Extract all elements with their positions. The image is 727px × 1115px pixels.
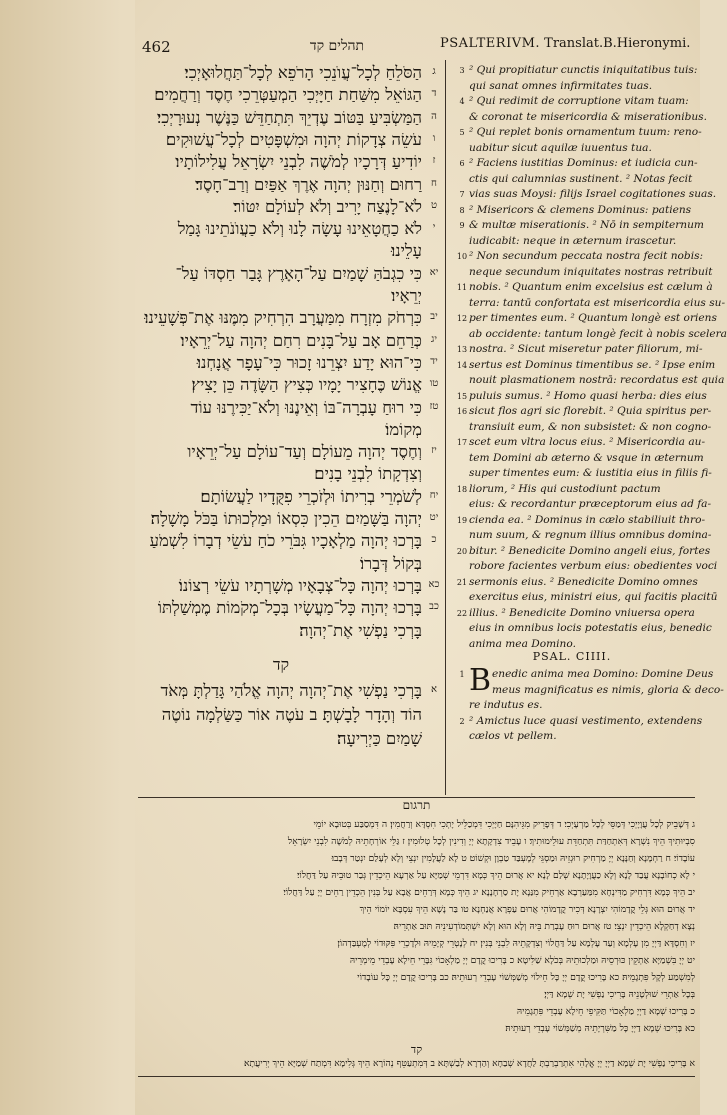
targum-line: יט יְיָ בִּשְׁמַיָּא אַתְקֵין כּוּרְסֵיהּ וּמַלְכוּתֵיהּ בְּכֹלָא שַׁלִּיטָא׃ כ בָּרִיכוּ קֳדָם יְיָ מַלְאָכוֹי גִּבָּרֵי חֵילָא עָבְדֵי מֵימְרֵיהּ xyxy=(349,955,695,966)
latin-verse-line: neque secundum iniquitates nostras retribuit xyxy=(469,265,713,278)
latin-verse-number: 2 xyxy=(459,716,465,726)
hebrew-verse-number: כב xyxy=(429,601,439,613)
latin-verse-line: & coronat te misericordia & miserationibus. xyxy=(469,110,707,123)
latin-verse-number: 4 xyxy=(459,97,465,106)
latin-verse-line: scet eum vltra locus eius. ² Misericordia au- xyxy=(469,436,706,448)
latin-verse-number: 12 xyxy=(456,314,468,323)
hebrew-verse-line: כִּרְחֹק מִזְרָח מִמַּעֲרָב הִרְחִיק מִמֶּנּוּ אֶת־פְּשָׁעֵינוּ׃ xyxy=(144,308,422,328)
hebrew-verse-number: א xyxy=(430,684,437,695)
latin-verse-number: 9 xyxy=(459,221,465,230)
latin-verse-line: cienda ea. ² Dominus in cælo stabiliuit thro- xyxy=(469,513,706,526)
targum-psalm-104-title: קד xyxy=(410,1043,423,1056)
latin-verse-number: 10 xyxy=(456,252,468,261)
targum-line: י לָא כְחוֹבָנָא עֲבַד לָנָא וְלָא כַעֲוָיָתָנָא שְׁלַם לָנָא׃ יא אֲרוּם הֵיךְ כְּמָא דִּרְמֵי שְׁמַיָּא עַל אַרְעָא הֵיכְדֵין גְּבַר טוּבֵיהּ עַל דַּחֲלוֹי׃ xyxy=(297,870,695,881)
hebrew-verse-line: אֱנוֹשׁ כֶּחָצִיר יָמָיו כְּצִיץ הַשָּׂדֶה כֵּן יָצִיץ׃ xyxy=(191,375,422,395)
latin-verse-line: eius in omnibus locis potestatis eius, benedic xyxy=(469,622,712,634)
latin-verse-line: ² Faciens iustitias Dominus: et iudicia cun- xyxy=(469,157,698,169)
hebrew-verse-number: ט xyxy=(430,199,438,211)
latin-verse-number: 18 xyxy=(456,484,468,494)
latin-verse-number: 14 xyxy=(456,360,468,370)
latin-verse-number: 1 xyxy=(459,670,465,679)
page-margin xyxy=(0,0,135,1115)
targum-psalm-104-line: א בָּרִיכִי נַפְשִׁי יָת שְׁמָא דַיְיָ יְיָ אֱלָהִי אִתְרַבְרַבְתָּ לַחֲדָא שְׁבַחָא וְהַדְרָא לְבַשְׁתָּא׃ ב דְּמִתְעַטֵּף נְהוֹרָא הֵיךְ גְּלִימָא דִּמְתַח שְׁמַיָּא הֵיךְ יְרִיעֲתָא׃ xyxy=(243,1058,695,1069)
hebrew-verse-line: כִּי־הוּא יָדַע יִצְרֵנוּ זָכוּר כִּי־עָפָר אֲנָחְנוּ׃ xyxy=(196,352,422,372)
hebrew-verse-line: רַחוּם וְחַנּוּן יְהוָה אֶרֶךְ אַפַּיִם וְרַב־חָסֶד׃ xyxy=(195,174,422,194)
targum-line: לְמִשְׁמַע לְקָל פִּתְגָמֵיהּ׃ כא בָּרִיכוּ קֳדָם יְיָ כָּל חֵילוֹי מְשַׁמְּשׁוֹי עָבְדֵי רְעוּתֵיהּ׃ כב בָּרִיכוּ קֳדָם יְיָ כָּל עוֹבָדוֹי xyxy=(357,972,695,983)
latin-running-head xyxy=(440,36,690,51)
targum-title: תרגום xyxy=(402,798,431,812)
latin-verse-line: tem Domini ab æterno & vsque in æternum xyxy=(469,451,704,464)
hebrew-verse-number: יג xyxy=(431,333,437,345)
latin-verse-line: anima mea Domino. xyxy=(469,637,576,650)
hebrew-verse-number: יב xyxy=(430,311,438,323)
latin-verse-number: 22 xyxy=(456,608,468,618)
hebrew-verse-number: טו xyxy=(429,378,439,390)
latin-verse-number: 13 xyxy=(456,345,468,354)
hebrew-verse-number: ח xyxy=(431,177,437,189)
latin-verse-line: terra: tantū confortata est misericordia eius su- xyxy=(469,296,726,309)
targum-line: בְּכָל אַתְרֵי שׁוּלְטָנֵיהּ בָּרִיכִי נַפְשִׁי יָת שְׁמָא דַּיְיָ׃ xyxy=(544,989,695,1000)
latin-psalm-title: PSAL. CIIII. xyxy=(532,650,612,663)
hebrew-verse-line: הַסֹּלֵחַ לְכָל־עֲוֺנֵכִי הָרֹפֵא לְכָל־תַּחֲלוּאָיְכִי׃ xyxy=(184,63,422,82)
hebrew-verse-number: ו xyxy=(432,132,436,144)
hebrew-verse-line: כִּי רוּחַ עָבְרָה־בּוֹ וְאֵינֶנּוּ וְלֹא־יַכִּירֶנּוּ עוֹד xyxy=(190,397,422,417)
latin-verse-line: puluis sumus. ² Homo quasi herba: dies eius xyxy=(469,389,707,402)
hebrew-running-head: תהלים קד xyxy=(309,38,365,54)
hebrew-psalm-104-line: שָׁמַיִם כַּיְרִיעָה׃ xyxy=(337,729,422,748)
targum-text xyxy=(138,818,695,1044)
latin-psalm-104-line: ² Amictus luce quasi vestimento, extendens xyxy=(469,714,703,727)
hebrew-verse-number: כ xyxy=(431,534,437,546)
hebrew-verse-line: יוֹדִיעַ דְּרָכָיו לְמֹשֶׁה לִבְנֵי יִשְׂרָאֵל עֲלִילוֹתָיו׃ xyxy=(175,152,422,172)
hebrew-verse-line: בְּקוֹל דְּבָרוֹ׃ xyxy=(359,553,422,573)
latin-verse-line: sertus est Dominus timentibus se. ² Ipse enim xyxy=(469,358,716,371)
latin-verse-number: 11 xyxy=(456,283,468,292)
hebrew-verse-line: בָּרְכוּ יְהוָה כָּל־צְבָאָיו מְשָׁרְתָיו עֹשֵׂי רְצוֹנוֹ׃ xyxy=(178,575,422,595)
hebrew-verse-number: ד xyxy=(431,88,437,100)
latin-verse-line: ab occidente: tantum longè fecit à nobis scelera xyxy=(469,327,727,340)
latin-verse-number: 7 xyxy=(459,190,465,199)
latin-verse-line: ² Qui propitiatur cunctis iniquitatibus tuis: xyxy=(469,64,698,76)
hebrew-psalm-104-line: בָּרְכִי נַפְשִׁי אֶת־יְהוָה יְהוָה אֱלֹהַי גָּדַלְתָּ מְּאֹד xyxy=(160,681,422,700)
hebrew-verse-number: י xyxy=(432,222,436,234)
hebrew-verse-line: הַמַּשְׂבִּיעַ בַּטּוֹב עֶדְיֵךְ תִּתְחַדֵּשׁ כַּנֶּשֶׁר נְעוּרָיְכִי׃ xyxy=(156,107,422,127)
latin-verse-number: 15 xyxy=(456,391,468,401)
latin-verse-line: exercitus eius, ministri eius, qui facitis placitū xyxy=(469,591,718,603)
latin-verse-line: qui sanat omnes infirmitates tuas. xyxy=(469,79,653,92)
hebrew-verse-line: בָּרְכִי נַפְשִׁי אֶת־יְהוָה׃ xyxy=(299,620,422,640)
latin-verse-line: nobis. ² Quantum enim excelsius est cælum à xyxy=(469,281,713,293)
hebrew-psalm-104-line: הוֹד וְהָדָר לָבָשְׁתָּ׃ ב עֹטֶה אוֹר כַּשַּׂלְמָה נוֹטֶה xyxy=(161,705,422,724)
latin-psalm-104-line: re indutus es. xyxy=(469,699,543,711)
page-number: 462 xyxy=(142,38,171,56)
latin-psalm-104-line: meus magnificatus es nimis, gloria & deco- xyxy=(492,683,724,696)
hebrew-verse-number: ז xyxy=(432,155,436,167)
latin-verse-line: uabitur sicut aquilæ iuuentus tua. xyxy=(469,141,652,154)
latin-verse-line: sermonis eius. ² Benedicite Domino omnes xyxy=(469,575,698,588)
latin-verse-number: 8 xyxy=(459,205,465,215)
latin-verse-line: ² Misericors & clemens Dominus: patiens xyxy=(469,203,692,216)
hebrew-verse-line: הַגּוֹאֵל מִשַּׁחַת חַיָּיְכִי הַמְעַטְּרֵכִי חֶסֶד וְרַחֲמִים׃ xyxy=(154,85,422,105)
hebrew-verse-number: יז xyxy=(431,445,437,457)
latin-verse-line: illius. ² Benedicite Domino vniuersa opera xyxy=(469,606,695,619)
latin-psalm-104-line: cælos vt pellem. xyxy=(469,730,557,742)
hebrew-verse-number: יא xyxy=(429,266,439,278)
latin-verse-line: sicut flos agri sic florebit. ² Quia spiritus per- xyxy=(469,405,712,417)
targum-line: סִבְיוּתִיךְ הֵיךְ נִשְׁרָא דְּאִתְחַדַּת תִּתְחַדֵּת עוּלֵימוּתִיךְ׃ ו עָבֵיד צִדְקָתָא יְיָ וְדִינִין לְכָל טְלוּמִין׃ ז גַּלֵּי אוֹרְחָתֵיהּ לְמֹשֶׁה לִבְנֵי יִשְׂרָאֵל xyxy=(287,836,695,847)
latin-verse-line: robore facientes verbum eius: obedientes voci xyxy=(469,560,718,572)
latin-verse-number: 19 xyxy=(456,515,468,525)
targum-line: ג דְּשָׁבֵיק לְכָל עֲוָיָיְכִי דְּמַסֵּי לְכָל מַרְעָיְכִי׃ ד דְּפָרֵיק מִגֵּיהִנָּם חַיָּיְכִי דִּמְכַלֵּיל יָתְכִי חִסְדָּא וְרַחֲמִין׃ ה דִּמְסַבַּע בְּטוּבָא יוֹמֵי xyxy=(313,819,695,830)
latin-verse-line: transiuit eum, & non subsistet: & non cogno- xyxy=(469,420,712,433)
hebrew-verse-number: טז xyxy=(429,400,439,412)
latin-dropcap: B xyxy=(469,663,492,698)
latin-verse-number: 17 xyxy=(456,438,468,447)
hebrew-verse-line: לְשֹׁמְרֵי בְרִיתוֹ וּלְזֹכְרֵי פִקֻּדָיו לַעֲשׂוֹתָם׃ xyxy=(200,486,422,506)
hebrew-verse-line: וְחֶסֶד יְהוָה מֵעוֹלָם וְעַד־עוֹלָם עַל־יְרֵאָיו xyxy=(187,442,422,462)
hebrew-verse-number: ה xyxy=(431,110,437,122)
latin-running-head-translation: Translat.B.Hieronymi. xyxy=(544,36,691,51)
latin-verse-line: bitur. ² Benedicite Domino angeli eius, fortes xyxy=(469,544,711,557)
targum-line: כ בָּרִיכוּ שְׁמָא דַיְיָ מַלְאָכוֹי תַּקִּיפֵי חֵילָא עָבְדֵי פִּתְגָמֵיהּ xyxy=(516,1006,695,1017)
hebrew-verse-number: כא xyxy=(428,578,440,590)
hebrew-verse-line: בָּרְכוּ יְהוָה כָּל־מַעֲשָׂיו בְּכָל־מְקֹמוֹת מֶמְשַׁלְתּוֹ xyxy=(157,598,422,618)
targum-line: יז וְחִסְדָּא דַּיְיָ מִן עָלְמָא וְעַד עָלְמָא עַל דַּחֲלוֹי וְצִדְקָתֵיהּ לִבְנֵי בְּנִין׃ יח לְנָטְרֵי קְיָמֵיהּ וּלְדָכְרֵי פִּקּוּדוֹי לְמֶעְבַּדְהוֹן׃ xyxy=(337,938,695,949)
hebrew-verse-line: יְהוָה בַּשָּׁמַיִם הֵכִין כִּסְאוֹ וּמַלְכוּתוֹ בַּכֹּל מָשָׁלָה׃ xyxy=(150,509,422,528)
latin-verse-line: ² Qui replet bonis ornamentum tuum: reno- xyxy=(469,126,702,138)
hebrew-verse-line: יְרֵאָיו׃ xyxy=(391,286,422,305)
latin-verse-number: 5 xyxy=(459,128,465,137)
latin-verse-line: & multæ miserationis. ² Nō in sempiternum xyxy=(469,219,704,231)
latin-verse-line: super timentes eum: & iustitia eius in filiis fi- xyxy=(469,467,712,479)
column-divider xyxy=(445,60,446,795)
hebrew-verse-line: לֹא־לָנֶצַח יָרִיב וְלֹא לְעוֹלָם יִטּוֹר׃ xyxy=(233,196,422,216)
targum-line: עוֹבָדוֹי׃ ח רַחְמָנָא וְחַנָּנָא יְיָ מַרְחִיק רוּגְזֵיהּ וּמַסְגֵּי לְמֶעְבַּד טַבְוָן וּקְשׁוֹט׃ ט לָא לַעֲלָמִין יִנְצֵי וְלָא לְעָלַם יִנְטַר דְּבָבוּ׃ xyxy=(331,853,695,864)
latin-verse-number: 21 xyxy=(456,577,468,587)
latin-verse-line: ctis qui calumnias sustinent. ² Notas fecit xyxy=(469,172,693,185)
latin-verse-line: per timentes eum. ² Quantum longè est oriens xyxy=(469,312,717,324)
hebrew-verse-line: עֹשֵׂה צְדָקוֹת יְהוָה וּמִשְׁפָּטִים לְכָל־עֲשׁוּקִים׃ xyxy=(165,129,422,149)
latin-verse-line: num suum, & regnum illius omnibus domina- xyxy=(469,529,712,541)
latin-verse-line: ² Non secundum peccata nostra fecit nobis: xyxy=(469,250,704,262)
hebrew-verse-line: כְּרַחֵם אָב עַל־בָּנִים רִחַם יְהוָה עַל־יְרֵאָיו׃ xyxy=(180,330,422,350)
hebrew-verse-line: מְקוֹמוֹ׃ xyxy=(385,419,422,439)
hebrew-text-column xyxy=(140,60,440,640)
targum-bottom-rule xyxy=(138,1076,695,1077)
latin-running-head-psalterium: PSALTERIVM. xyxy=(440,36,541,51)
latin-verse-line: nostra. ² Sicut miseretur pater filiorum, mi- xyxy=(469,343,703,355)
hebrew-verse-number: יח xyxy=(429,489,439,501)
latin-psalm-104-line: enedic anima mea Domino: Domine Deus xyxy=(492,668,714,680)
latin-verse-number: 20 xyxy=(456,546,468,556)
hebrew-verse-line: כִּי כִגְבֹהַּ שָׁמַיִם עַל־הָאָרֶץ גָּבַר חַסְדּוֹ עַל־ xyxy=(175,263,422,283)
latin-verse-line: iudicabit: neque in æternum irascetur. xyxy=(469,234,677,247)
latin-verse-line: vias suas Moysi: filijs Israel cogitationes suas. xyxy=(469,188,717,200)
latin-verse-line: nouit plasmationem nostrā: recordatus est quia xyxy=(469,374,725,386)
latin-verse-number: 16 xyxy=(456,407,468,416)
hebrew-psalm-104-title: קד xyxy=(272,655,290,674)
hebrew-verse-line: וְצִדְקָתוֹ לִבְנֵי בָנִים׃ xyxy=(314,464,422,484)
targum-line: יב הֵיךְ כְּמָא דִּרְחִיק מַדִּינְחָא מִמַּעַרְבָא אַרְחֵיק מִנַּנָא יָת סַרְחָנָנָא׃ יג הֵיךְ כְּמָא דְּרַחֵים אֲבָא עַל בְּנִין הֵכְדֵין רַחֵים יְיָ עַל דַּחֲלוֹי׃ xyxy=(283,887,695,898)
hebrew-verse-number: יד xyxy=(430,355,438,367)
latin-verse-line: eius: & recordantur præceptorum eius ad fa- xyxy=(469,498,712,510)
targum-line: יד אֲרוּם הוּא גְּלֵי קֳדָמוֹהִי יִצְרָנָא דְּכִיר קֳדָמוֹהִי אֲרוּם עַפְרָא אֲנַחְנָא׃ טו בַּר נָשָׁא הֵיךְ עִסְבָּא יוֹמוֹי הֵיךְ xyxy=(359,904,695,915)
targum-line: כא בָּרִיכוּ שְׁמָא דַיְיָ כָּל מַשִּׁרְיָתֵיהּ מְשַׁמְּשׁוֹי עָבְדֵי רְעוּתֵיהּ׃ xyxy=(505,1023,695,1034)
running-header xyxy=(0,36,700,60)
hebrew-verse-number: יט xyxy=(429,512,439,523)
latin-verse-line: ² Qui redimit de corruptione vitam tuam: xyxy=(469,95,689,107)
hebrew-verse-line: לֹא כַחֲטָאֵינוּ עָשָׂה לָנוּ וְלֹא כַעֲוֺנֹתֵינוּ גָּמַל xyxy=(177,219,422,239)
targum-line: נְצָא דְחַקְלָא הֵיכְדֵין יִנְצֵי׃ טז אֲרוּם רוּחַ עָבְרַת בֵּיהּ וְלָא הוּא וְלָא יִשְׁתְּמוֹדְעִינֵיהּ תּוּב אַתְרֵיהּ׃ xyxy=(393,921,695,932)
hebrew-verse-number: ג xyxy=(432,66,436,77)
latin-verse-line: liorum, ² His qui custodiunt pactum xyxy=(469,482,661,495)
latin-verse-number: 6 xyxy=(459,159,465,168)
latin-verse-number: 3 xyxy=(459,66,465,75)
hebrew-verse-line: עָלֵינוּ׃ xyxy=(391,241,422,261)
hebrew-verse-line: בָּרְכוּ יְהוָה מַלְאָכָיו גִּבֹּרֵי כֹחַ עֹשֵׂי דְבָרוֹ לִשְׁמֹעַ xyxy=(149,531,422,551)
